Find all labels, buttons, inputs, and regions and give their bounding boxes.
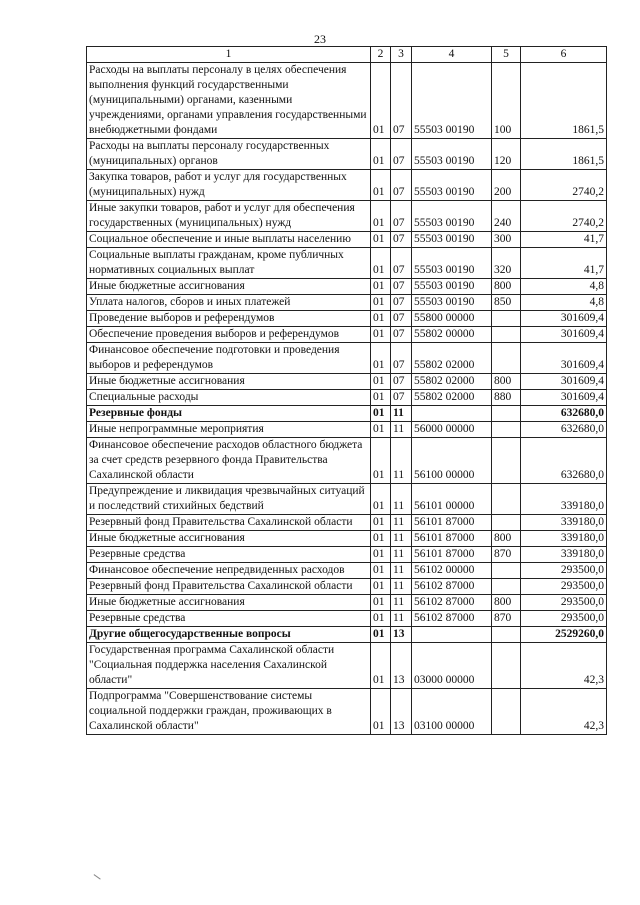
row-name-cell: Подпрограмма "Совершенствование системы социальной поддержки граждан, проживающих в Сахалинской области" xyxy=(87,689,371,735)
row-amount-cell: 301609,4 xyxy=(521,390,607,406)
row-amount-cell: 4,8 xyxy=(521,295,607,311)
table-row xyxy=(87,201,607,232)
row-target-code-cell: 55802 00000 xyxy=(412,327,492,343)
row-target-code-cell: 55802 02000 xyxy=(412,390,492,406)
row-amount-cell: 632680,0 xyxy=(521,406,607,422)
row-expense-type-cell: 320 xyxy=(492,248,521,279)
row-expense-type-cell xyxy=(492,438,521,484)
scan-mark xyxy=(91,874,100,883)
row-expense-type-cell xyxy=(492,406,521,422)
table-row xyxy=(87,311,607,327)
row-target-code-cell: 55503 00190 xyxy=(412,295,492,311)
table-header-row xyxy=(87,47,607,63)
table-row xyxy=(87,327,607,343)
table-row xyxy=(87,547,607,563)
row-target-code-cell: 55503 00190 xyxy=(412,63,492,139)
row-target-code-cell: 55503 00190 xyxy=(412,248,492,279)
row-expense-type-cell: 880 xyxy=(492,390,521,406)
row-subsection-cell: 11 xyxy=(391,563,412,579)
row-name-cell: Финансовое обеспечение непредвиденных расходов xyxy=(87,563,371,579)
row-expense-type-cell xyxy=(492,515,521,531)
row-amount-cell: 293500,0 xyxy=(521,611,607,627)
row-name-cell: Другие общегосударственные вопросы xyxy=(87,627,371,643)
row-name-cell: Социальное обеспечение и иные выплаты населению xyxy=(87,232,371,248)
row-amount-cell: 301609,4 xyxy=(521,343,607,374)
row-amount-cell: 339180,0 xyxy=(521,515,607,531)
table-row xyxy=(87,248,607,279)
row-section-cell: 01 xyxy=(371,279,391,295)
row-target-code-cell xyxy=(412,406,492,422)
row-section-cell: 01 xyxy=(371,232,391,248)
row-name-cell: Резервные средства xyxy=(87,611,371,627)
row-name-cell: Резервный фонд Правительства Сахалинской области xyxy=(87,579,371,595)
table-row xyxy=(87,63,607,139)
row-target-code-cell: 55503 00190 xyxy=(412,170,492,201)
row-amount-cell: 632680,0 xyxy=(521,438,607,484)
row-subsection-cell: 07 xyxy=(391,374,412,390)
table-row xyxy=(87,232,607,248)
row-section-cell: 01 xyxy=(371,406,391,422)
row-expense-type-cell xyxy=(492,327,521,343)
column-header-4: 4 xyxy=(412,47,492,63)
row-section-cell: 01 xyxy=(371,547,391,563)
table-row xyxy=(87,422,607,438)
row-expense-type-cell: 800 xyxy=(492,531,521,547)
row-section-cell: 01 xyxy=(371,201,391,232)
table-row xyxy=(87,595,607,611)
row-subsection-cell: 11 xyxy=(391,579,412,595)
row-amount-cell: 2740,2 xyxy=(521,170,607,201)
row-name-cell: Резервные фонды xyxy=(87,406,371,422)
row-subsection-cell: 07 xyxy=(391,343,412,374)
table-body xyxy=(87,63,607,735)
row-expense-type-cell xyxy=(492,627,521,643)
row-amount-cell: 293500,0 xyxy=(521,579,607,595)
row-target-code-cell: 56101 00000 xyxy=(412,484,492,515)
row-name-cell: Расходы на выплаты персоналу в целях обеспечения выполнения функций государственными (муниципальными) органами, казенными учреждениями, органами управления государственными внебюджетными фондами xyxy=(87,63,371,139)
row-amount-cell: 632680,0 xyxy=(521,422,607,438)
row-target-code-cell: 55800 00000 xyxy=(412,311,492,327)
row-target-code-cell: 56102 00000 xyxy=(412,563,492,579)
row-amount-cell: 41,7 xyxy=(521,248,607,279)
row-expense-type-cell: 120 xyxy=(492,139,521,170)
row-subsection-cell: 11 xyxy=(391,595,412,611)
row-target-code-cell: 03000 00000 xyxy=(412,643,492,689)
row-section-cell: 01 xyxy=(371,579,391,595)
row-subsection-cell: 11 xyxy=(391,531,412,547)
row-section-cell: 01 xyxy=(371,295,391,311)
row-target-code-cell: 55503 00190 xyxy=(412,201,492,232)
table-row xyxy=(87,484,607,515)
row-amount-cell: 301609,4 xyxy=(521,374,607,390)
row-target-code-cell: 55503 00190 xyxy=(412,232,492,248)
page-number: 23 xyxy=(314,32,326,46)
row-target-code-cell: 56102 87000 xyxy=(412,611,492,627)
row-subsection-cell: 07 xyxy=(391,232,412,248)
row-target-code-cell: 55802 02000 xyxy=(412,343,492,374)
row-amount-cell: 42,3 xyxy=(521,689,607,735)
row-target-code-cell: 55503 00190 xyxy=(412,139,492,170)
row-amount-cell: 339180,0 xyxy=(521,484,607,515)
row-subsection-cell: 07 xyxy=(391,201,412,232)
row-expense-type-cell: 800 xyxy=(492,279,521,295)
table-row xyxy=(87,563,607,579)
table-row xyxy=(87,627,607,643)
column-header-3: 3 xyxy=(391,47,412,63)
table-row xyxy=(87,170,607,201)
table-row xyxy=(87,531,607,547)
row-expense-type-cell: 800 xyxy=(492,374,521,390)
row-target-code-cell: 56100 00000 xyxy=(412,438,492,484)
row-name-cell: Иные бюджетные ассигнования xyxy=(87,595,371,611)
table-row xyxy=(87,390,607,406)
table-row xyxy=(87,579,607,595)
row-target-code-cell: 55503 00190 xyxy=(412,279,492,295)
row-name-cell: Специальные расходы xyxy=(87,390,371,406)
row-name-cell: Иные бюджетные ассигнования xyxy=(87,279,371,295)
row-target-code-cell: 03100 00000 xyxy=(412,689,492,735)
table-row xyxy=(87,295,607,311)
row-section-cell: 01 xyxy=(371,531,391,547)
row-subsection-cell: 07 xyxy=(391,311,412,327)
row-amount-cell: 4,8 xyxy=(521,279,607,295)
row-expense-type-cell: 870 xyxy=(492,547,521,563)
row-target-code-cell: 56101 87000 xyxy=(412,531,492,547)
row-amount-cell: 1861,5 xyxy=(521,139,607,170)
row-target-code-cell: 56102 87000 xyxy=(412,595,492,611)
row-subsection-cell: 07 xyxy=(391,139,412,170)
row-section-cell: 01 xyxy=(371,170,391,201)
row-name-cell: Расходы на выплаты персоналу государственных (муниципальных) органов xyxy=(87,139,371,170)
row-subsection-cell: 11 xyxy=(391,515,412,531)
row-section-cell: 01 xyxy=(371,374,391,390)
row-target-code-cell: 56101 87000 xyxy=(412,515,492,531)
row-subsection-cell: 13 xyxy=(391,689,412,735)
row-amount-cell: 2529260,0 xyxy=(521,627,607,643)
column-header-1: 1 xyxy=(87,47,371,63)
row-subsection-cell: 11 xyxy=(391,547,412,563)
table-row xyxy=(87,438,607,484)
row-amount-cell: 301609,4 xyxy=(521,327,607,343)
row-expense-type-cell xyxy=(492,343,521,374)
row-name-cell: Иные бюджетные ассигнования xyxy=(87,531,371,547)
row-amount-cell: 339180,0 xyxy=(521,531,607,547)
row-expense-type-cell xyxy=(492,689,521,735)
row-expense-type-cell xyxy=(492,422,521,438)
row-section-cell: 01 xyxy=(371,438,391,484)
row-expense-type-cell xyxy=(492,484,521,515)
row-section-cell: 01 xyxy=(371,611,391,627)
row-section-cell: 01 xyxy=(371,311,391,327)
row-amount-cell: 42,3 xyxy=(521,643,607,689)
row-section-cell: 01 xyxy=(371,515,391,531)
table-row xyxy=(87,611,607,627)
row-subsection-cell: 11 xyxy=(391,406,412,422)
column-header-5: 5 xyxy=(492,47,521,63)
row-section-cell: 01 xyxy=(371,563,391,579)
row-section-cell: 01 xyxy=(371,343,391,374)
row-section-cell: 01 xyxy=(371,484,391,515)
table-row xyxy=(87,643,607,689)
column-header-2: 2 xyxy=(371,47,391,63)
row-section-cell: 01 xyxy=(371,248,391,279)
row-amount-cell: 301609,4 xyxy=(521,311,607,327)
row-subsection-cell: 13 xyxy=(391,627,412,643)
table-row xyxy=(87,374,607,390)
row-expense-type-cell: 100 xyxy=(492,63,521,139)
row-amount-cell: 293500,0 xyxy=(521,563,607,579)
row-amount-cell: 41,7 xyxy=(521,232,607,248)
row-name-cell: Закупка товаров, работ и услуг для государственных (муниципальных) нужд xyxy=(87,170,371,201)
row-section-cell: 01 xyxy=(371,422,391,438)
table-row xyxy=(87,279,607,295)
table-row xyxy=(87,515,607,531)
row-expense-type-cell xyxy=(492,311,521,327)
row-target-code-cell: 55802 02000 xyxy=(412,374,492,390)
row-section-cell: 01 xyxy=(371,327,391,343)
table-row xyxy=(87,689,607,735)
row-section-cell: 01 xyxy=(371,643,391,689)
row-subsection-cell: 11 xyxy=(391,484,412,515)
row-amount-cell: 1861,5 xyxy=(521,63,607,139)
row-name-cell: Финансовое обеспечение подготовки и проведения выборов и референдумов xyxy=(87,343,371,374)
row-expense-type-cell: 240 xyxy=(492,201,521,232)
row-expense-type-cell: 200 xyxy=(492,170,521,201)
row-name-cell: Проведение выборов и референдумов xyxy=(87,311,371,327)
row-expense-type-cell: 850 xyxy=(492,295,521,311)
row-subsection-cell: 07 xyxy=(391,327,412,343)
row-subsection-cell: 07 xyxy=(391,248,412,279)
row-subsection-cell: 07 xyxy=(391,63,412,139)
row-name-cell: Финансовое обеспечение расходов областного бюджета за счет средств резервного фонда Правительства Сахалинской области xyxy=(87,438,371,484)
row-target-code-cell: 56000 00000 xyxy=(412,422,492,438)
table-row xyxy=(87,406,607,422)
row-amount-cell: 293500,0 xyxy=(521,595,607,611)
table-row xyxy=(87,343,607,374)
row-expense-type-cell: 800 xyxy=(492,595,521,611)
row-section-cell: 01 xyxy=(371,390,391,406)
table-row xyxy=(87,139,607,170)
row-expense-type-cell xyxy=(492,643,521,689)
row-name-cell: Обеспечение проведения выборов и референдумов xyxy=(87,327,371,343)
row-subsection-cell: 11 xyxy=(391,422,412,438)
row-name-cell: Резервные средства xyxy=(87,547,371,563)
row-subsection-cell: 07 xyxy=(391,170,412,201)
row-subsection-cell: 07 xyxy=(391,295,412,311)
row-name-cell: Иные непрограммные мероприятия xyxy=(87,422,371,438)
row-expense-type-cell: 870 xyxy=(492,611,521,627)
row-subsection-cell: 11 xyxy=(391,438,412,484)
row-section-cell: 01 xyxy=(371,689,391,735)
row-amount-cell: 2740,2 xyxy=(521,201,607,232)
row-name-cell: Государственная программа Сахалинской области "Социальная поддержка населения Сахалинской области" xyxy=(87,643,371,689)
column-header-6: 6 xyxy=(521,47,607,63)
budget-table xyxy=(86,46,607,735)
row-amount-cell: 339180,0 xyxy=(521,547,607,563)
row-subsection-cell: 07 xyxy=(391,279,412,295)
row-subsection-cell: 13 xyxy=(391,643,412,689)
row-subsection-cell: 11 xyxy=(391,611,412,627)
row-section-cell: 01 xyxy=(371,63,391,139)
row-name-cell: Предупреждение и ликвидация чрезвычайных ситуаций и последствий стихийных бедствий xyxy=(87,484,371,515)
row-target-code-cell xyxy=(412,627,492,643)
row-expense-type-cell xyxy=(492,579,521,595)
row-expense-type-cell xyxy=(492,563,521,579)
row-target-code-cell: 56102 87000 xyxy=(412,579,492,595)
row-name-cell: Социальные выплаты гражданам, кроме публичных нормативных социальных выплат xyxy=(87,248,371,279)
row-section-cell: 01 xyxy=(371,139,391,170)
row-target-code-cell: 56101 87000 xyxy=(412,547,492,563)
row-name-cell: Иные бюджетные ассигнования xyxy=(87,374,371,390)
row-expense-type-cell: 300 xyxy=(492,232,521,248)
row-name-cell: Иные закупки товаров, работ и услуг для обеспечения государственных (муниципальных) нужд xyxy=(87,201,371,232)
row-section-cell: 01 xyxy=(371,595,391,611)
row-name-cell: Уплата налогов, сборов и иных платежей xyxy=(87,295,371,311)
row-section-cell: 01 xyxy=(371,627,391,643)
row-subsection-cell: 07 xyxy=(391,390,412,406)
row-name-cell: Резервный фонд Правительства Сахалинской области xyxy=(87,515,371,531)
